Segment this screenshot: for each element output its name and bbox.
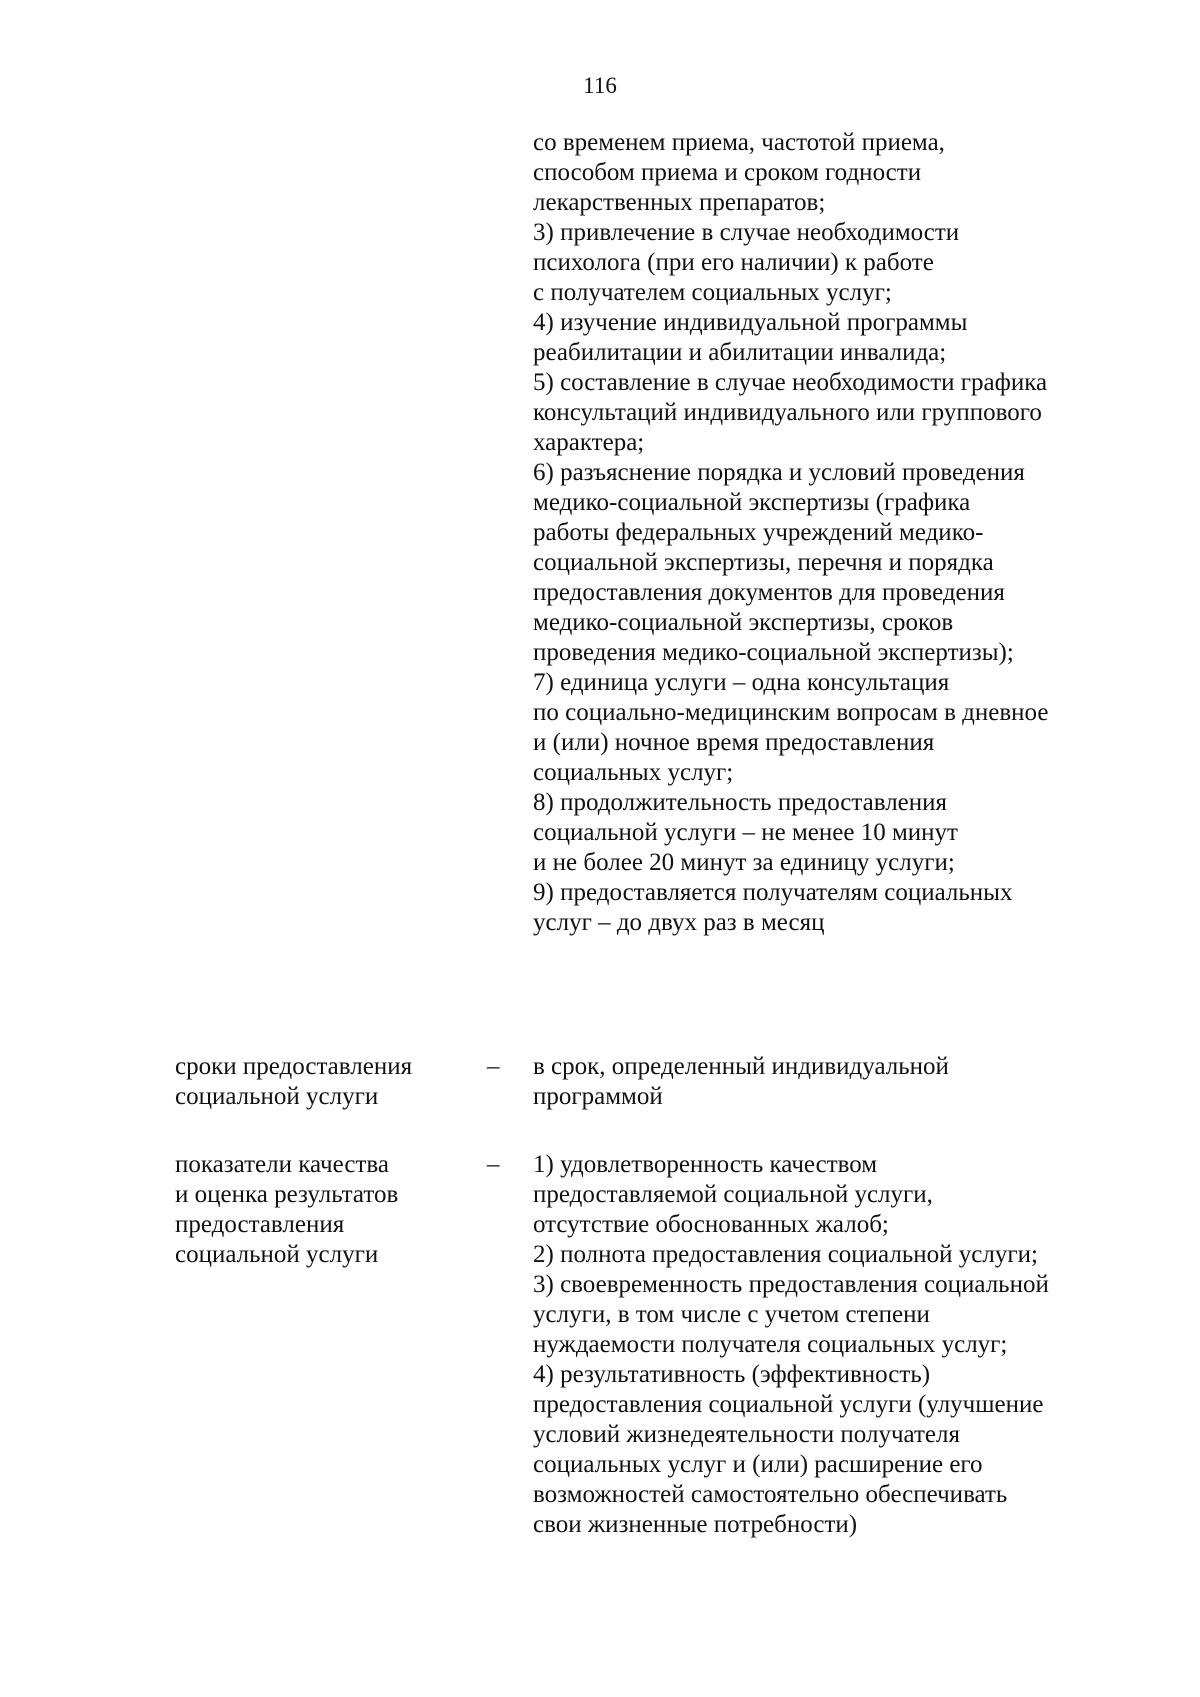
value-line: 2) полнота предоставления социальной услуги; — [533, 1241, 1038, 1268]
value-line: отсутствие обоснованных жалоб; — [533, 1211, 889, 1238]
text-line: 7) единица услуги – одна консультация — [533, 669, 950, 696]
section-label — [175, 1150, 475, 1270]
section-value — [533, 1150, 1133, 1540]
section-dash: – — [487, 1053, 500, 1080]
value-line: предоставления социальной услуги (улучшение — [533, 1391, 1044, 1418]
label-line: сроки предоставления — [175, 1053, 413, 1080]
text-line: медико-социальной экспертизы (графика — [533, 489, 971, 516]
value-line: свои жизненные потребности) — [533, 1511, 858, 1538]
label-line: социальной услуги — [175, 1241, 379, 1268]
value-line: программой — [533, 1083, 663, 1110]
text-line: социальных услуг; — [533, 759, 734, 786]
text-line: по социально-медицинским вопросам в дневное — [533, 699, 1049, 726]
value-line: условий жизнедеятельности получателя — [533, 1421, 960, 1448]
value-line: социальных услуг и (или) расширение его — [533, 1451, 983, 1478]
value-line: 1) удовлетворенность качеством — [533, 1151, 878, 1178]
text-line: 9) предоставляется получателям социальных — [533, 879, 1013, 906]
text-line: социальной экспертизы, перечня и порядка — [533, 549, 994, 576]
text-line: социальной услуги – не менее 10 минут — [533, 819, 958, 846]
value-line: в срок, определенный индивидуальной — [533, 1053, 949, 1080]
value-line: предоставляемой социальной услуги, — [533, 1181, 933, 1208]
label-line: социальной услуги — [175, 1083, 379, 1110]
text-line: консультаций индивидуального или группового — [533, 399, 1042, 426]
text-line: работы федеральных учреждений медико- — [533, 519, 984, 546]
text-line: и не более 20 минут за единицу услуги; — [533, 849, 955, 876]
text-line: 3) привлечение в случае необходимости — [533, 219, 960, 246]
text-line: с получателем социальных услуг; — [533, 279, 892, 306]
text-line: и (или) ночное время предоставления — [533, 729, 935, 756]
section-dash: – — [487, 1151, 500, 1178]
continuation-text — [533, 128, 1133, 938]
section-value — [533, 1052, 1133, 1112]
label-line: показатели качества — [175, 1151, 389, 1178]
text-line: психолога (при его наличии) к работе — [533, 249, 934, 276]
label-line: и оценка результатов — [175, 1181, 399, 1208]
text-line: лекарственных препаратов; — [533, 189, 826, 216]
page-number: 116 — [583, 73, 617, 98]
text-line: услуг – до двух раз в месяц — [533, 909, 825, 936]
text-line: 8) продолжительность предоставления — [533, 789, 948, 816]
text-line: медико-социальной экспертизы, сроков — [533, 609, 954, 636]
text-line: 6) разъяснение порядка и условий проведения — [533, 459, 1025, 486]
section-label — [175, 1052, 475, 1112]
text-line: проведения медико-социальной экспертизы); — [533, 639, 1014, 666]
value-line: 3) своевременность предоставления социальной — [533, 1271, 1049, 1298]
value-line: возможностей самостоятельно обеспечивать — [533, 1481, 1008, 1508]
text-line: 4) изучение индивидуальной программы — [533, 309, 968, 336]
text-line: характера; — [533, 429, 645, 456]
label-line: предоставления — [175, 1211, 345, 1238]
text-line: со временем приема, частотой приема, — [533, 129, 945, 156]
text-line: 5) составление в случае необходимости графика — [533, 369, 1048, 396]
text-line: способом приема и сроком годности — [533, 159, 922, 186]
text-line: предоставления документов для проведения — [533, 579, 1005, 606]
value-line: 4) результативность (эффективность) — [533, 1361, 931, 1388]
value-line: нуждаемости получателя социальных услуг; — [533, 1331, 1008, 1358]
value-line: услуги, в том числе с учетом степени — [533, 1301, 930, 1328]
text-line: реабилитации и абилитации инвалида; — [533, 339, 947, 366]
